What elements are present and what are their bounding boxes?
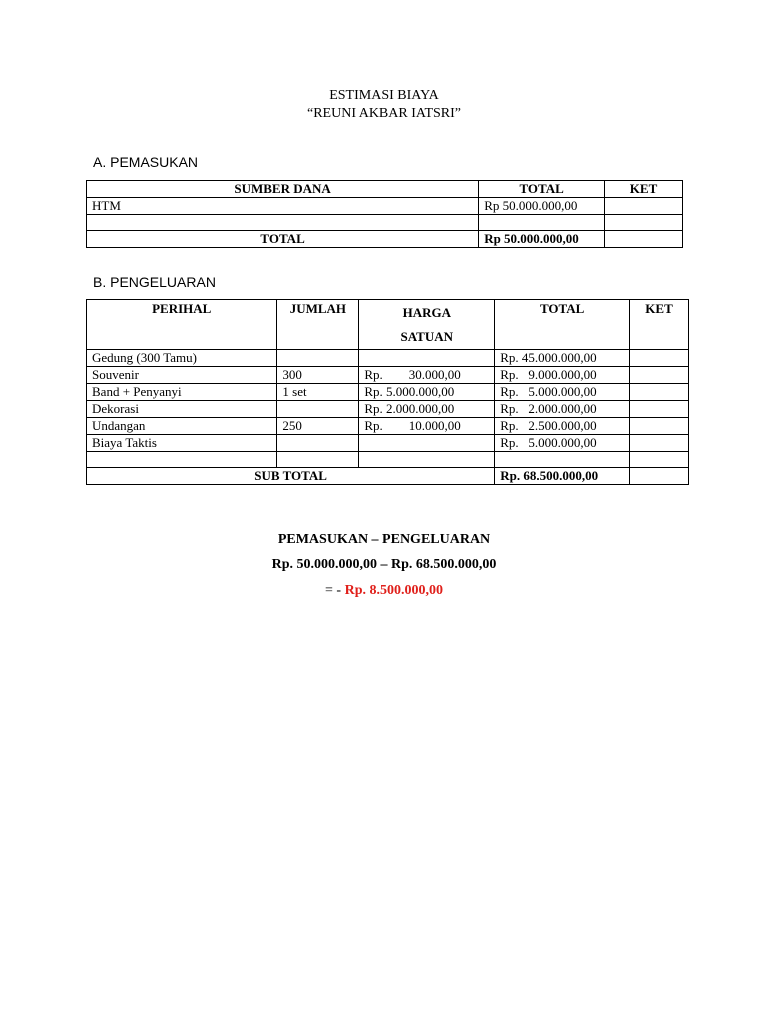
- document-title: ESTIMASI BIAYA: [329, 88, 439, 103]
- cell-harga: Rp. 30.000,00: [359, 367, 495, 384]
- column-header-harga-satuan: [359, 300, 495, 350]
- column-header-perihal: PERIHAL: [87, 300, 277, 350]
- cell-jumlah: 250: [277, 418, 359, 435]
- cell-ket: [630, 435, 689, 452]
- cell-jumlah: 300: [277, 367, 359, 384]
- column-header: SUMBER DANA: [87, 181, 479, 198]
- cell-perihal: [87, 452, 277, 468]
- cell-ket: [605, 215, 683, 231]
- cell-ket: [630, 452, 689, 468]
- cell-sumber: HTM: [87, 198, 479, 215]
- table-row: [87, 350, 689, 367]
- table-row: [87, 198, 683, 215]
- cell-ket: [605, 198, 683, 215]
- table-row: [87, 384, 689, 401]
- cell-ket: [630, 367, 689, 384]
- cell-harga: [359, 452, 495, 468]
- section-pengeluaran-label: B. PENGELUARAN: [93, 274, 216, 290]
- cell-total: Rp. 9.000.000,00: [495, 367, 630, 384]
- total-row: [87, 231, 683, 248]
- cell-total: Rp 50.000.000,00: [479, 198, 605, 215]
- cell-harga: Rp. 10.000,00: [359, 418, 495, 435]
- table-row: [87, 418, 689, 435]
- subtotal-label: SUB TOTAL: [87, 468, 495, 485]
- column-header-jumlah: JUMLAH: [277, 300, 359, 350]
- cell-perihal: Gedung (300 Tamu): [87, 350, 277, 367]
- cell-ket: [630, 418, 689, 435]
- cell-harga: Rp. 2.000.000,00: [359, 401, 495, 418]
- balance-result: [0, 582, 768, 600]
- subtotal-row: [87, 468, 689, 485]
- cell-harga: [359, 435, 495, 452]
- balance-result-prefix: = -: [325, 583, 345, 598]
- cell-jumlah: [277, 401, 359, 418]
- column-header-satuan: SATUAN: [400, 329, 454, 344]
- cell-perihal: Souvenir: [87, 367, 277, 384]
- section-pemasukan-label: A. PEMASUKAN: [93, 154, 199, 170]
- cell-sumber: [87, 215, 479, 231]
- balance-calculation: Rp. 50.000.000,00 – Rp. 68.500.000,00: [271, 557, 497, 572]
- column-header: TOTAL: [479, 181, 605, 198]
- cell-jumlah: 1 set: [277, 384, 359, 401]
- table-row: [87, 401, 689, 418]
- pengeluaran-table: [86, 299, 689, 485]
- cell-jumlah: [277, 435, 359, 452]
- cell-ket: [630, 350, 689, 367]
- table-row: [87, 452, 689, 468]
- cell-total: Rp. 2.500.000,00: [495, 418, 630, 435]
- cell-jumlah: [277, 350, 359, 367]
- cell-total: Rp. 5.000.000,00: [495, 435, 630, 452]
- column-header-harga: HARGA: [402, 305, 451, 320]
- cell-ket: [630, 384, 689, 401]
- cell-perihal: Biaya Taktis: [87, 435, 277, 452]
- cell-harga: [359, 350, 495, 367]
- balance-heading: PEMASUKAN – PENGELUARAN: [277, 532, 491, 547]
- pemasukan-table: [86, 180, 683, 248]
- cell-total: Rp. 2.000.000,00: [495, 401, 630, 418]
- column-header: KET: [605, 181, 683, 198]
- total-value: Rp 50.000.000,00: [479, 231, 605, 248]
- cell-perihal: Undangan: [87, 418, 277, 435]
- cell-total: [479, 215, 605, 231]
- cell-ket: [630, 468, 689, 485]
- cell-harga: Rp. 5.000.000,00: [359, 384, 495, 401]
- table-row: [87, 435, 689, 452]
- cell-perihal: Band + Penyanyi: [87, 384, 277, 401]
- cell-total: Rp. 5.000.000,00: [495, 384, 630, 401]
- cell-jumlah: [277, 452, 359, 468]
- subtotal-value: Rp. 68.500.000,00: [495, 468, 630, 485]
- cell-ket: [605, 231, 683, 248]
- column-header-total: TOTAL: [495, 300, 630, 350]
- table-row: [87, 215, 683, 231]
- cell-total: [495, 452, 630, 468]
- table-header-row: [87, 300, 689, 350]
- cell-ket: [630, 401, 689, 418]
- table-header-row: [87, 181, 683, 198]
- document-subtitle: “REUNI AKBAR IATSRI”: [307, 106, 461, 121]
- total-label: TOTAL: [87, 231, 479, 248]
- balance-result-value: Rp. 8.500.000,00: [344, 583, 443, 598]
- cell-total: Rp. 45.000.000,00: [495, 350, 630, 367]
- column-header-ket: KET: [630, 300, 689, 350]
- cell-perihal: Dekorasi: [87, 401, 277, 418]
- table-row: [87, 367, 689, 384]
